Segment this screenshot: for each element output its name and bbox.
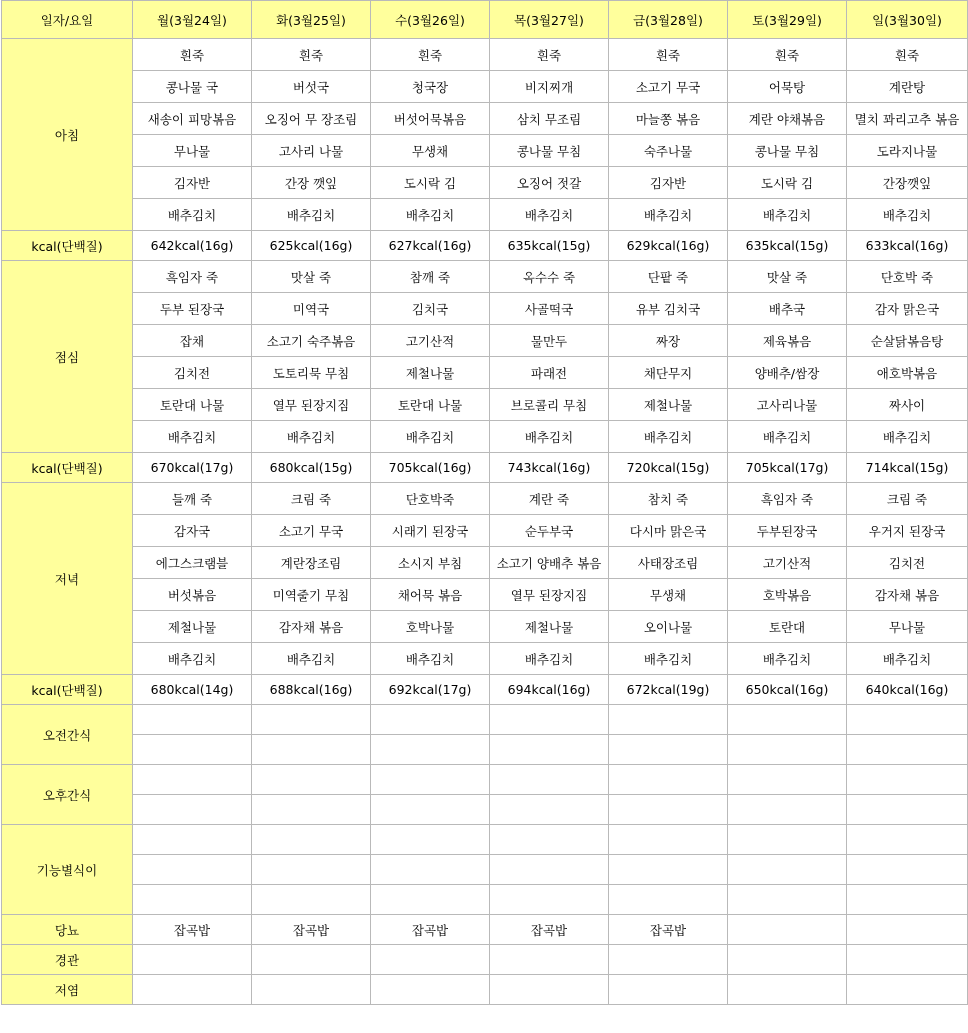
menu-item: 호박나물	[371, 611, 490, 643]
menu-item: 배추김치	[252, 199, 371, 231]
functional-diet-cell	[847, 855, 968, 885]
menu-item: 두부 된장국	[133, 293, 252, 325]
tube-feed-cell	[847, 945, 968, 975]
day-header: 화(3월25일)	[252, 1, 371, 39]
functional-diet-row	[2, 825, 968, 855]
menu-item: 채단무지	[609, 357, 728, 389]
menu-item: 제철나물	[609, 389, 728, 421]
menu-item: 무생채	[609, 579, 728, 611]
functional-diet-cell	[847, 885, 968, 915]
menu-item: 배추김치	[371, 643, 490, 675]
menu-item: 고기산적	[728, 547, 847, 579]
functional-diet-cell	[847, 825, 968, 855]
tube-feed-cell	[490, 945, 609, 975]
menu-item: 유부 김치국	[609, 293, 728, 325]
menu-item: 감자채 볶음	[252, 611, 371, 643]
afternoon-snack-cell	[490, 765, 609, 795]
afternoon-snack-row	[2, 765, 968, 795]
menu-item: 배추김치	[490, 199, 609, 231]
breakfast-row	[2, 39, 968, 71]
menu-item: 제철나물	[371, 357, 490, 389]
menu-item: 소고기 숙주볶음	[252, 325, 371, 357]
menu-item: 단호박 죽	[847, 261, 968, 293]
menu-item: 에그스크램블	[133, 547, 252, 579]
diabetes-item: 잡곡밥	[490, 915, 609, 945]
kcal-value: 705kcal(17g)	[728, 453, 847, 483]
breakfast-label: 아침	[2, 39, 133, 231]
kcal-value: 688kcal(16g)	[252, 675, 371, 705]
morning-snack-cell	[490, 735, 609, 765]
menu-item: 흰죽	[252, 39, 371, 71]
functional-diet-cell	[133, 825, 252, 855]
menu-item: 계란탕	[847, 71, 968, 103]
menu-item: 사골떡국	[490, 293, 609, 325]
kcal-value: 629kcal(16g)	[609, 231, 728, 261]
menu-item: 오이나물	[609, 611, 728, 643]
breakfast-row	[2, 71, 968, 103]
low-salt-cell	[728, 975, 847, 1005]
kcal-value: 635kcal(15g)	[728, 231, 847, 261]
tube-feed-cell	[728, 945, 847, 975]
menu-item: 버섯볶음	[133, 579, 252, 611]
menu-item: 단호박죽	[371, 483, 490, 515]
menu-item: 도시락 김	[371, 167, 490, 199]
menu-item: 멸치 꽈리고추 볶음	[847, 103, 968, 135]
kcal-value: 642kcal(16g)	[133, 231, 252, 261]
functional-diet-cell	[133, 855, 252, 885]
kcal-value: 672kcal(19g)	[609, 675, 728, 705]
day-header: 토(3월29일)	[728, 1, 847, 39]
menu-item: 간장 깻잎	[252, 167, 371, 199]
morning-snack-cell	[609, 735, 728, 765]
dinner-row	[2, 515, 968, 547]
dinner-label: 저녁	[2, 483, 133, 675]
functional-diet-cell	[371, 825, 490, 855]
menu-item: 참깨 죽	[371, 261, 490, 293]
kcal-value: 650kcal(16g)	[728, 675, 847, 705]
functional-diet-cell	[133, 885, 252, 915]
weekly-meal-table	[1, 0, 968, 1005]
kcal-value: 743kcal(16g)	[490, 453, 609, 483]
menu-item: 배추김치	[728, 421, 847, 453]
tube-feed-cell	[609, 945, 728, 975]
functional-diet-row	[2, 855, 968, 885]
tube-feed-cell	[133, 945, 252, 975]
afternoon-snack-cell	[728, 765, 847, 795]
functional-diet-cell	[609, 825, 728, 855]
menu-item: 채어묵 볶음	[371, 579, 490, 611]
menu-item: 계란장조림	[252, 547, 371, 579]
menu-item: 우거지 된장국	[847, 515, 968, 547]
functional-diet-cell	[728, 885, 847, 915]
afternoon-snack-cell	[371, 765, 490, 795]
morning-snack-cell	[847, 735, 968, 765]
functional-diet-cell	[728, 825, 847, 855]
morning-snack-row	[2, 735, 968, 765]
day-header: 수(3월26일)	[371, 1, 490, 39]
dinner-row	[2, 547, 968, 579]
morning-snack-cell	[133, 705, 252, 735]
menu-item: 옥수수 죽	[490, 261, 609, 293]
menu-item: 흰죽	[728, 39, 847, 71]
menu-item: 배추김치	[609, 643, 728, 675]
functional-diet-cell	[490, 825, 609, 855]
menu-item: 맛살 죽	[252, 261, 371, 293]
morning-snack-cell	[609, 705, 728, 735]
functional-diet-label: 기능별식이	[2, 825, 133, 915]
low-salt-label: 저염	[2, 975, 133, 1005]
header-corner-label: 일자/요일	[2, 1, 133, 39]
dinner-row	[2, 483, 968, 515]
menu-item: 두부된장국	[728, 515, 847, 547]
menu-item: 배추김치	[252, 643, 371, 675]
menu-item: 김치국	[371, 293, 490, 325]
diabetes-label: 당뇨	[2, 915, 133, 945]
menu-item: 토란대	[728, 611, 847, 643]
lunch-row	[2, 261, 968, 293]
menu-item: 열무 된장지짐	[490, 579, 609, 611]
menu-item: 김자반	[609, 167, 728, 199]
morning-snack-cell	[847, 705, 968, 735]
menu-item: 도시락 김	[728, 167, 847, 199]
menu-item: 흰죽	[371, 39, 490, 71]
functional-diet-cell	[490, 855, 609, 885]
menu-item: 크림 죽	[252, 483, 371, 515]
lunch-row	[2, 357, 968, 389]
menu-item: 물만두	[490, 325, 609, 357]
menu-item: 배추국	[728, 293, 847, 325]
low-salt-cell	[847, 975, 968, 1005]
kcal-value: 635kcal(15g)	[490, 231, 609, 261]
menu-item: 애호박볶음	[847, 357, 968, 389]
menu-item: 무생채	[371, 135, 490, 167]
afternoon-snack-cell	[847, 795, 968, 825]
kcal-label: kcal(단백질)	[2, 231, 133, 261]
low-salt-row	[2, 975, 968, 1005]
kcal-value: 627kcal(16g)	[371, 231, 490, 261]
menu-item: 배추김치	[847, 199, 968, 231]
menu-item: 무나물	[847, 611, 968, 643]
morning-snack-cell	[252, 705, 371, 735]
dinner-row	[2, 579, 968, 611]
functional-diet-cell	[609, 855, 728, 885]
menu-item: 제철나물	[490, 611, 609, 643]
morning-snack-cell	[490, 705, 609, 735]
low-salt-cell	[490, 975, 609, 1005]
afternoon-snack-cell	[728, 795, 847, 825]
menu-item: 고기산적	[371, 325, 490, 357]
morning-snack-cell	[371, 735, 490, 765]
menu-item: 계란 야채볶음	[728, 103, 847, 135]
menu-item: 소고기 무국	[609, 71, 728, 103]
tube-feed-cell	[252, 945, 371, 975]
kcal-value: 640kcal(16g)	[847, 675, 968, 705]
kcal-value: 705kcal(16g)	[371, 453, 490, 483]
menu-item: 파래전	[490, 357, 609, 389]
kcal-label: kcal(단백질)	[2, 675, 133, 705]
menu-item: 김치전	[133, 357, 252, 389]
menu-item: 배추김치	[490, 421, 609, 453]
menu-item: 감자 맑은국	[847, 293, 968, 325]
lunch-row	[2, 389, 968, 421]
menu-item: 도라지나물	[847, 135, 968, 167]
morning-snack-cell	[133, 735, 252, 765]
menu-item: 고사리나물	[728, 389, 847, 421]
low-salt-cell	[252, 975, 371, 1005]
menu-item: 고사리 나물	[252, 135, 371, 167]
diabetes-item	[847, 915, 968, 945]
menu-item: 비지찌개	[490, 71, 609, 103]
menu-item: 마늘쫑 볶음	[609, 103, 728, 135]
morning-snack-cell	[252, 735, 371, 765]
diabetes-item: 잡곡밥	[252, 915, 371, 945]
breakfast-row	[2, 103, 968, 135]
menu-item: 콩나물 무침	[490, 135, 609, 167]
menu-item: 소고기 양배추 볶음	[490, 547, 609, 579]
functional-diet-cell	[609, 885, 728, 915]
afternoon-snack-cell	[252, 765, 371, 795]
afternoon-snack-cell	[847, 765, 968, 795]
menu-item: 짜사이	[847, 389, 968, 421]
diabetes-item: 잡곡밥	[133, 915, 252, 945]
kcal-value: 633kcal(16g)	[847, 231, 968, 261]
low-salt-cell	[609, 975, 728, 1005]
menu-item: 배추김치	[728, 199, 847, 231]
breakfast-row	[2, 135, 968, 167]
menu-item: 참치 죽	[609, 483, 728, 515]
kcal-value: 680kcal(15g)	[252, 453, 371, 483]
menu-item: 열무 된장지짐	[252, 389, 371, 421]
menu-item: 흑임자 죽	[133, 261, 252, 293]
menu-item: 제철나물	[133, 611, 252, 643]
menu-item: 흑임자 죽	[728, 483, 847, 515]
functional-diet-cell	[490, 885, 609, 915]
lunch-kcal-row	[2, 453, 968, 483]
menu-item: 잡채	[133, 325, 252, 357]
diabetes-item: 잡곡밥	[609, 915, 728, 945]
menu-item: 도토리묵 무침	[252, 357, 371, 389]
lunch-row	[2, 325, 968, 357]
kcal-value: 670kcal(17g)	[133, 453, 252, 483]
functional-diet-cell	[728, 855, 847, 885]
tube-feed-row	[2, 945, 968, 975]
day-header: 금(3월28일)	[609, 1, 728, 39]
menu-item: 무나물	[133, 135, 252, 167]
functional-diet-cell	[252, 885, 371, 915]
diabetes-item	[728, 915, 847, 945]
menu-item: 토란대 나물	[371, 389, 490, 421]
menu-item: 간장깻잎	[847, 167, 968, 199]
menu-item: 버섯국	[252, 71, 371, 103]
menu-item: 배추김치	[252, 421, 371, 453]
menu-item: 크림 죽	[847, 483, 968, 515]
functional-diet-cell	[371, 855, 490, 885]
menu-item: 콩나물 무침	[728, 135, 847, 167]
menu-item: 배추김치	[847, 643, 968, 675]
menu-item: 흰죽	[490, 39, 609, 71]
menu-item: 감자채 볶음	[847, 579, 968, 611]
kcal-value: 692kcal(17g)	[371, 675, 490, 705]
menu-item: 배추김치	[609, 199, 728, 231]
menu-item: 콩나물 국	[133, 71, 252, 103]
header-row	[2, 1, 968, 39]
morning-snack-cell	[728, 705, 847, 735]
dinner-row	[2, 643, 968, 675]
morning-snack-row	[2, 705, 968, 735]
menu-item: 호박볶음	[728, 579, 847, 611]
morning-snack-cell	[371, 705, 490, 735]
menu-item: 배추김치	[728, 643, 847, 675]
menu-item: 배추김치	[371, 421, 490, 453]
menu-item: 순살닭볶음탕	[847, 325, 968, 357]
menu-item: 김자반	[133, 167, 252, 199]
dinner-row	[2, 611, 968, 643]
afternoon-snack-cell	[133, 765, 252, 795]
menu-item: 브로콜리 무침	[490, 389, 609, 421]
menu-item: 오징어 무 장조림	[252, 103, 371, 135]
menu-item: 소시지 부침	[371, 547, 490, 579]
afternoon-snack-row	[2, 795, 968, 825]
day-header: 월(3월24일)	[133, 1, 252, 39]
afternoon-snack-cell	[490, 795, 609, 825]
afternoon-snack-cell	[371, 795, 490, 825]
afternoon-snack-cell	[133, 795, 252, 825]
lunch-row	[2, 293, 968, 325]
menu-item: 양배추/쌈장	[728, 357, 847, 389]
menu-item: 오징어 젓갈	[490, 167, 609, 199]
menu-item: 제육볶음	[728, 325, 847, 357]
menu-item: 어묵탕	[728, 71, 847, 103]
menu-item: 배추김치	[609, 421, 728, 453]
tube-feed-cell	[371, 945, 490, 975]
functional-diet-cell	[252, 825, 371, 855]
dinner-kcal-row	[2, 675, 968, 705]
diabetes-item: 잡곡밥	[371, 915, 490, 945]
tube-feed-label: 경관	[2, 945, 133, 975]
menu-item: 배추김치	[133, 643, 252, 675]
menu-item: 흰죽	[847, 39, 968, 71]
menu-item: 삼치 무조림	[490, 103, 609, 135]
menu-item: 흰죽	[133, 39, 252, 71]
menu-item: 토란대 나물	[133, 389, 252, 421]
breakfast-kcal-row	[2, 231, 968, 261]
menu-item: 맛살 죽	[728, 261, 847, 293]
menu-item: 다시마 맑은국	[609, 515, 728, 547]
menu-item: 시래기 된장국	[371, 515, 490, 547]
lunch-row	[2, 421, 968, 453]
menu-item: 숙주나물	[609, 135, 728, 167]
morning-snack-label: 오전간식	[2, 705, 133, 765]
functional-diet-cell	[252, 855, 371, 885]
day-header: 목(3월27일)	[490, 1, 609, 39]
menu-item: 배추김치	[133, 199, 252, 231]
menu-item: 사태장조림	[609, 547, 728, 579]
menu-item: 순두부국	[490, 515, 609, 547]
kcal-value: 680kcal(14g)	[133, 675, 252, 705]
afternoon-snack-label: 오후간식	[2, 765, 133, 825]
menu-item: 새송이 피망볶음	[133, 103, 252, 135]
kcal-value: 625kcal(16g)	[252, 231, 371, 261]
kcal-label: kcal(단백질)	[2, 453, 133, 483]
afternoon-snack-cell	[252, 795, 371, 825]
functional-diet-cell	[371, 885, 490, 915]
afternoon-snack-cell	[609, 765, 728, 795]
morning-snack-cell	[728, 735, 847, 765]
menu-item: 배추김치	[133, 421, 252, 453]
menu-item: 감자국	[133, 515, 252, 547]
menu-item: 배추김치	[371, 199, 490, 231]
functional-diet-row	[2, 885, 968, 915]
menu-item: 김치전	[847, 547, 968, 579]
menu-item: 청국장	[371, 71, 490, 103]
menu-item: 짜장	[609, 325, 728, 357]
menu-item: 계란 죽	[490, 483, 609, 515]
breakfast-row	[2, 167, 968, 199]
menu-item: 소고기 무국	[252, 515, 371, 547]
menu-item: 버섯어묵볶음	[371, 103, 490, 135]
menu-item: 미역국	[252, 293, 371, 325]
kcal-value: 694kcal(16g)	[490, 675, 609, 705]
breakfast-row	[2, 199, 968, 231]
low-salt-cell	[371, 975, 490, 1005]
afternoon-snack-cell	[609, 795, 728, 825]
day-header: 일(3월30일)	[847, 1, 968, 39]
menu-item: 배추김치	[490, 643, 609, 675]
menu-item: 흰죽	[609, 39, 728, 71]
diabetes-row	[2, 915, 968, 945]
kcal-value: 714kcal(15g)	[847, 453, 968, 483]
menu-item: 배추김치	[847, 421, 968, 453]
menu-item: 미역줄기 무침	[252, 579, 371, 611]
low-salt-cell	[133, 975, 252, 1005]
lunch-label: 점심	[2, 261, 133, 453]
menu-item: 단팥 죽	[609, 261, 728, 293]
menu-item: 들깨 죽	[133, 483, 252, 515]
kcal-value: 720kcal(15g)	[609, 453, 728, 483]
